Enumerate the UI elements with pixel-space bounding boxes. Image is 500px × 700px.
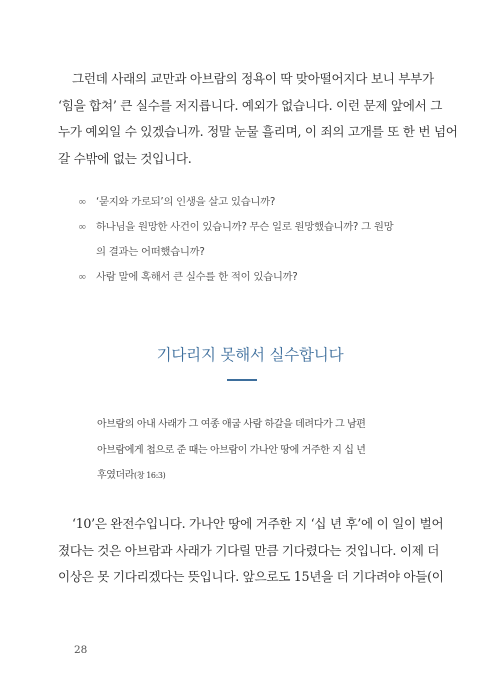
page-number: 28	[74, 644, 88, 656]
quote-line: 아브람에게 첩으로 준 때는 아브람이 가나안 땅에 거주한 지 십 년	[97, 444, 366, 456]
question-item-continuation	[78, 240, 458, 265]
question-item	[78, 215, 458, 240]
quote-line: 아브람의 아내 사래가 그 여종 애굽 사람 하갈을 데려다가 그 남편	[97, 419, 366, 430]
paragraph-line: ‘힘을 합쳐’ 큰 실수를 저지릅니다. 예외가 없습니다. 이런 문제 앞에서 그	[58, 97, 443, 113]
question-item	[78, 265, 458, 290]
scripture-quote	[97, 412, 427, 489]
question-text: ‘묻지와 가로되’의 인생을 살고 있습니까?	[96, 196, 276, 208]
paragraph-line: 갈 수밖에 없는 것입니다.	[58, 150, 192, 166]
paragraph-2	[58, 511, 458, 591]
paragraph-line: 누가 예외일 수 있겠습니까. 정말 눈물 흘리며, 이 죄의 고개를 또 한 번 넘어	[58, 124, 458, 139]
question-item	[78, 190, 458, 215]
question-text: 사람 말에 혹해서 큰 실수를 한 적이 있습니까?	[96, 271, 298, 283]
paragraph-line: ‘10’은 완전수입니다. 가나안 땅에 거주한 지 ‘십 년 후’에 이 일이 벌어	[72, 516, 444, 531]
paragraph-1	[58, 66, 458, 172]
section-title: 기다리지 못해서 실수합니다	[156, 346, 344, 364]
scripture-reference: (창 16:3)	[134, 471, 166, 480]
paragraph-line: 그런데 사래의 교만과 아브람의 정욕이 딱 맞아떨어지다 보니 부부가	[72, 71, 434, 86]
paragraph-line: 졌다는 것은 아브람과 사래가 기다릴 만큼 기다렸다는 것입니다. 이제 더	[58, 542, 440, 558]
question-text: 하나님을 원망한 사건이 있습니까? 무슨 일로 원망했습니까? 그 원망	[96, 221, 394, 233]
infinity-bullet-icon: ∞	[78, 196, 87, 208]
infinity-bullet-icon: ∞	[78, 271, 87, 283]
quote-last-text: 후였더라	[97, 470, 135, 481]
title-underline-divider	[227, 379, 257, 381]
reflection-questions	[78, 190, 458, 290]
infinity-bullet-icon: ∞	[78, 221, 87, 233]
quote-line	[97, 463, 427, 489]
paragraph-line: 이상은 못 기다리겠다는 뜻입니다. 앞으로도 15년을 더 기다려야 아들(이	[58, 569, 444, 584]
question-text: 의 결과는 어떠했습니까?	[96, 246, 205, 258]
